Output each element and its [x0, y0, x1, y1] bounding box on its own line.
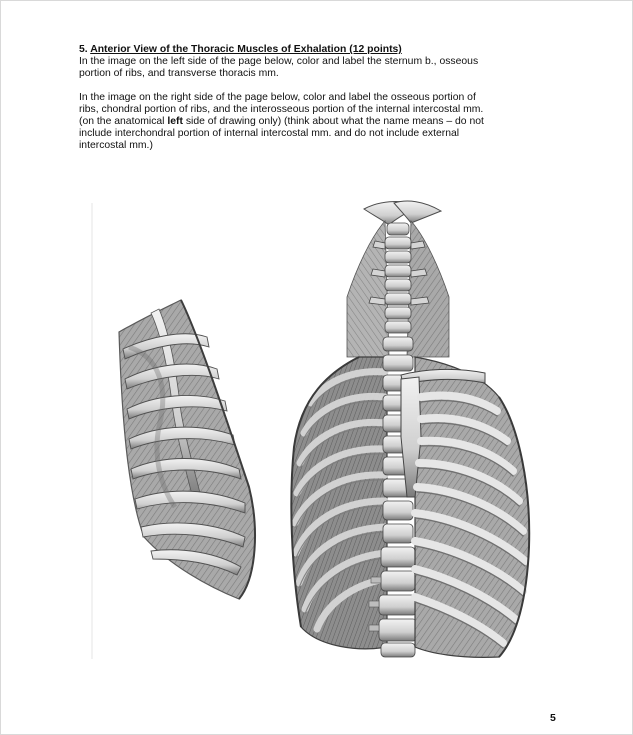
- question-title: Anterior View of the Thoracic Muscles of Exhalation (12 points): [90, 44, 402, 55]
- question-heading: [79, 44, 569, 56]
- paragraph-2-text: (on the anatomical: [79, 116, 168, 127]
- paragraph-2-line: include interchondral portion of internal intercostal mm. and do not include external: [79, 128, 460, 139]
- paragraph-1: [79, 56, 569, 80]
- paragraph-2-line: In the image on the right side of the page below, color and label the osseous portion of: [79, 92, 476, 103]
- paragraph-1-line: In the image on the left side of the page below, color and label the sternum b., osseous: [79, 56, 479, 67]
- paragraph-1-line: portion of ribs, and transverse thoracis mm.: [79, 68, 279, 79]
- page-number: 5: [550, 712, 556, 724]
- right-thorax-image: [291, 201, 529, 657]
- left-thoracic-wall-image: [119, 300, 255, 599]
- paragraph-2-line: intercostal mm.): [79, 140, 153, 151]
- paragraph-2: [79, 92, 569, 152]
- anatomy-figure: [89, 197, 569, 667]
- question-number: 5.: [79, 44, 88, 55]
- paragraph-2-line: [79, 116, 569, 128]
- paragraph-2-line: ribs, chondral portion of ribs, and the interosseous portion of the internal intercostal mm.: [79, 104, 484, 115]
- emphasis-left: left: [167, 116, 183, 127]
- instructions-text: [79, 44, 569, 152]
- anatomy-illustration: [89, 197, 569, 667]
- paragraph-2-text: side of drawing only) (think about what the name means – do not: [182, 116, 484, 127]
